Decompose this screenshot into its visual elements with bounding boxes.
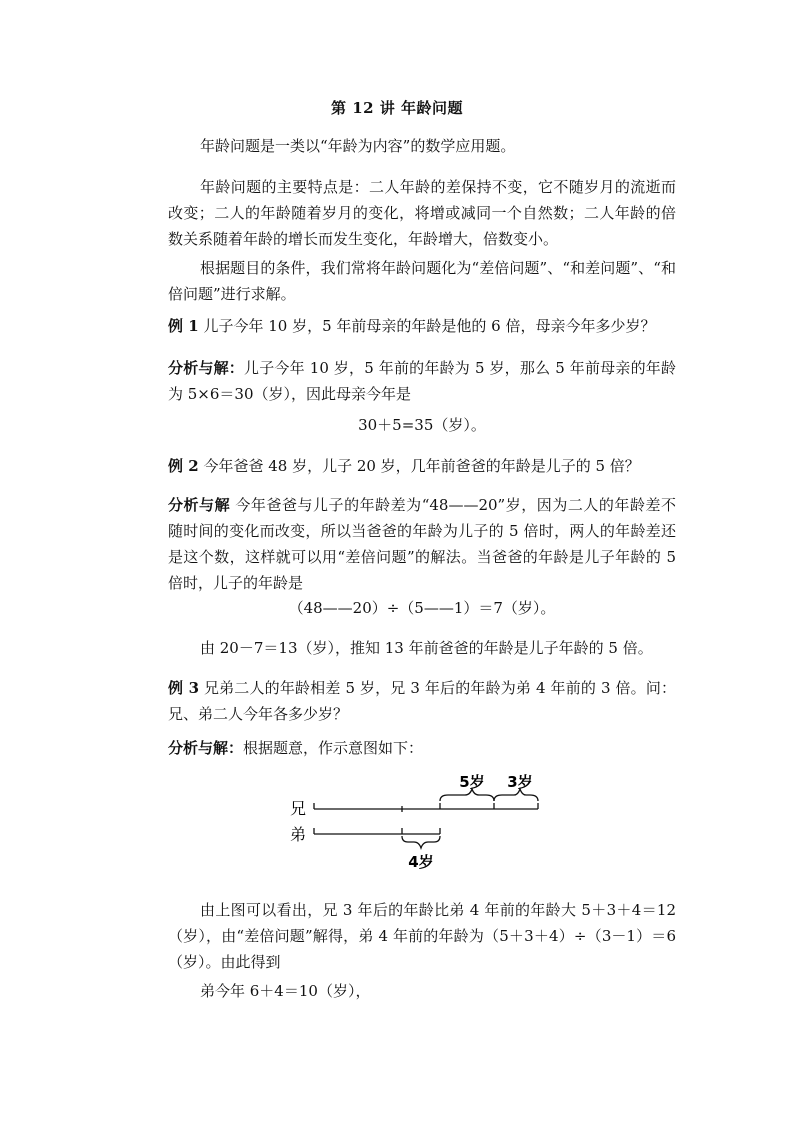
example-3-analysis-text: 根据题意，作示意图如下： (243, 739, 424, 757)
example-2-question (168, 453, 676, 479)
diagram-label-younger: 弟 (290, 825, 307, 844)
brace-four-years (402, 836, 440, 848)
example-3-question (168, 675, 676, 727)
intro-paragraph-1: 年龄问题是一类以“年龄为内容”的数学应用题。 (200, 137, 516, 155)
example-3-text: 兄弟二人的年龄相差 5 岁，兄 3 年后的年龄为弟 4 年前的 3 倍。问：兄、弟二人今年各多少岁？ (168, 679, 676, 723)
example-3-analysis-label: 分析与解： (168, 739, 244, 757)
example-3-analysis (168, 735, 676, 761)
example-2-analysis-text: 今年爸爸与儿子的年龄差为“48——20”岁，因为二人的年龄差不随时间的变化而改变，所以当爸爸的年龄为儿子的 5 倍时，两人的年龄差还是这个数，这样就可以用“差倍问题”的解法。当爸爸的年龄是儿子年龄的 5 倍时，儿子的年龄是 (168, 496, 676, 592)
intro-paragraph-3: 根据题目的条件，我们常将年龄问题化为“差倍问题”、“和差问题”、“和倍问题”进行求解。 (168, 259, 676, 303)
age-difference-diagram (280, 770, 560, 882)
example-2-analysis (168, 492, 676, 596)
intro-paragraph-2: 年龄问题的主要特点是：二人年龄的差保持不变，它不随岁月的流逝而改变；二人的年龄随着岁月的变化，将增或减同一个自然数；二人年龄的倍数关系随着年龄的增长而发生变化，年龄增大，倍数变小。 (168, 178, 676, 248)
example-1-analysis-text: 儿子今年 10 岁，5 年前的年龄为 5 岁，那么 5 年前母亲的年龄为 5×6＝30（岁），因此母亲今年是 (168, 359, 676, 403)
example-2-analysis-label: 分析与解 (168, 496, 231, 514)
page-title: 第 12 讲 年龄问题 (330, 99, 464, 117)
example-2-equation: （48——20）÷（5——1）＝7（岁）。 (288, 599, 556, 617)
example-2-conclusion: 由 20－7＝13（岁），推知 13 年前爸爸的年龄是儿子年龄的 5 倍。 (200, 639, 653, 657)
example-1-analysis-label: 分析与解： (168, 359, 245, 377)
diagram-label-three: 3岁 (507, 773, 533, 791)
example-3-paragraph-1: 由上图可以看出，兄 3 年后的年龄比弟 4 年前的年龄大 5＋3＋4＝12（岁），由“差倍问题”解得，弟 4 年前的年龄为（5＋3＋4）÷（3－1）＝6（岁）。由此得到 (168, 901, 676, 971)
example-2-text: 今年爸爸 48 岁，儿子 20 岁，几年前爸爸的年龄是儿子的 5 倍？ (198, 457, 640, 475)
example-1-label: 例 1 (168, 317, 199, 335)
diagram-label-four: 4岁 (408, 853, 434, 871)
diagram-label-brother: 兄 (290, 799, 307, 818)
example-1-question (168, 313, 676, 339)
diagram-label-five: 5岁 (459, 773, 485, 791)
example-2-label: 例 2 (168, 457, 199, 475)
example-1-equation: 30＋5=35（岁）。 (358, 416, 486, 434)
example-3-paragraph-2: 弟今年 6＋4＝10（岁）， (200, 982, 371, 1000)
example-3-label: 例 3 (168, 679, 200, 697)
example-1-text: 儿子今年 10 岁，5 年前母亲的年龄是他的 6 倍，母亲今年多少岁？ (198, 317, 656, 335)
example-1-analysis (168, 355, 676, 407)
